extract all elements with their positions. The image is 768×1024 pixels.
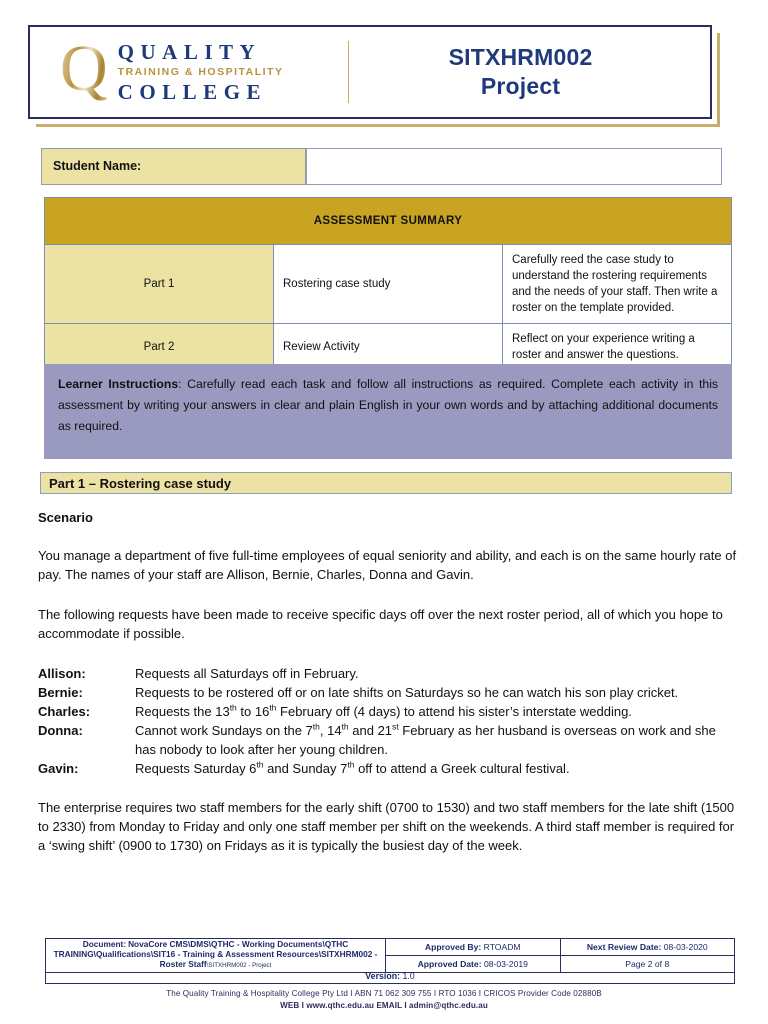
footer-approved-date-label: Approved Date:: [417, 958, 482, 969]
list-item: [38, 759, 738, 778]
legal-line-contact: WEB I www.qthc.edu.au EMAIL I admin@qthc.edu.au: [280, 1001, 488, 1010]
staff-name: Donna:: [38, 723, 83, 738]
student-name-input[interactable]: [306, 148, 722, 185]
list-item: [38, 664, 738, 683]
footer-approved-by-cell: [386, 939, 561, 956]
footer-approved-date-value: 08-03-2019: [483, 958, 528, 969]
table-row: [45, 245, 732, 324]
staff-request: Requests the 13th to 16th February off (4 days) to attend his sister’s interstate wedding.: [135, 702, 632, 719]
part-detail-cell: Carefully reed the case study to understand the rostering requirements and the needs of your staff. Then write a roster on the template provided.: [503, 245, 732, 324]
document-footer-version-table: [45, 969, 735, 984]
staff-request: Requests to be rostered off or on late shifts on Saturdays so he can watch his son play cricket.: [135, 685, 679, 700]
learner-instructions-body: : Carefully read each task and follow all instructions as required. Complete each activity in this assessment by writing your answers in clear and plain English in your own words and by attaching additional documents as required.: [58, 377, 719, 433]
learner-instructions-text: [58, 374, 718, 437]
staff-name: Charles:: [38, 704, 91, 719]
document-title: [349, 43, 710, 101]
part-activity-cell: Review Activity: [274, 324, 503, 371]
scenario-heading: Scenario: [38, 510, 93, 525]
footer-approved-by-label: Approved By:: [424, 941, 482, 952]
staff-name: Allison:: [38, 666, 86, 681]
student-name-label: Student Name:: [41, 148, 306, 185]
list-item: [38, 683, 738, 702]
logo-q-monogram-icon: Q: [60, 32, 108, 105]
footer-approved-by-value: RTOADM: [483, 941, 521, 952]
part-detail-cell: Reflect on your experience writing a roster and answer the questions.: [503, 324, 732, 371]
assessment-summary-heading: ASSESSMENT SUMMARY: [45, 198, 732, 245]
scenario-paragraph-3: The enterprise requires two staff members for the early shift (0700 to 1530) and two staff members for the late shift (1500 to 2330) from Monday to Friday and only one staff member per shift on the weekends. A third staff member is required for a ‘swing shift’ (0900 to 1730) on Fridays as it is typically the busiest day of the week.: [38, 800, 735, 853]
learner-instructions-label: Learner Instructions: [58, 377, 179, 391]
staff-name: Bernie:: [38, 685, 83, 700]
table-row: [46, 969, 735, 984]
learner-instructions-box: [44, 364, 732, 459]
part-number-cell: Part 2: [45, 324, 274, 371]
footer-document-label: Document:: [82, 939, 127, 949]
footer-next-review-label: Next Review Date:: [586, 941, 662, 952]
staff-request: Requests Saturday 6th and Sunday 7th off to attend a Greek cultural festival.: [135, 759, 570, 776]
part-activity-cell: Rostering case study: [274, 245, 503, 324]
footer-document-path: NovaCore CMS\DMS\QTHC - Working Documents\QTHC TRAINING\Qualifications\SIT16 - Training & Assessment Resources\SITXHRM002 - Roster Staff: [53, 939, 378, 970]
document-footer-table: [45, 938, 735, 973]
table-header-row: [45, 198, 732, 245]
list-item: [38, 721, 738, 759]
scenario-paragraph-1: You manage a department of five full-time employees of equal seniority and ability, and each is on the same hourly rate of pay. The names of your staff are Allison, Bernie, Charles, Donna and Gavin.: [38, 548, 737, 582]
legal-line-company: The Quality Training & Hospitality College Pty Ltd I ABN 71 062 309 755 I RTO 1036 I CRICOS Provider Code 02880B: [166, 989, 602, 998]
logo-wordmark: [118, 40, 284, 105]
footer-next-review-cell: [560, 939, 735, 956]
page-title-doc-type: Project: [480, 73, 561, 99]
logo-line-college: COLLEGE: [117, 79, 268, 104]
logo-line-training-hospitality: TRAINING & HOSPITALITY: [117, 65, 284, 78]
staff-name: Gavin:: [38, 761, 79, 776]
part1-section-bar: Part 1 – Rostering case study: [40, 472, 732, 494]
footer-version-cell: [46, 969, 735, 984]
staff-request: Requests all Saturdays off in February.: [135, 666, 359, 681]
staff-request: Cannot work Sundays on the 7th, 14th and 21st February as her husband is overseas on work and she has nobody to look after her young children.: [135, 721, 716, 757]
footer-document-path-cell: [46, 939, 386, 973]
student-name-row: [41, 148, 722, 185]
part-number-cell: Part 1: [45, 245, 274, 324]
header-box: [28, 25, 712, 119]
staff-requests-list: [38, 664, 738, 778]
footer-next-review-value: 08-03-2020: [663, 941, 708, 952]
logo-line-quality: QUALITY: [117, 39, 262, 64]
document-header: [28, 25, 712, 119]
page-title-unit-code: SITXHRM002: [448, 44, 593, 70]
footer-version-label: Version:: [365, 971, 401, 981]
footer-version-value: 1.0: [402, 971, 415, 981]
footer-legal: [0, 988, 768, 1012]
scenario-paragraph-2: The following requests have been made to receive specific days off over the next roster period, all of which you hope to accommodate if possible.: [38, 607, 723, 641]
college-logo: [30, 27, 348, 117]
list-item: [38, 702, 738, 721]
assessment-summary-table: [44, 197, 732, 371]
footer-document-path-tail: \SITXHRM002 - Project: [206, 962, 272, 970]
footer-page-number: Page 2 of 8: [560, 955, 735, 972]
part1-content: [38, 510, 738, 876]
table-row: [46, 939, 735, 956]
